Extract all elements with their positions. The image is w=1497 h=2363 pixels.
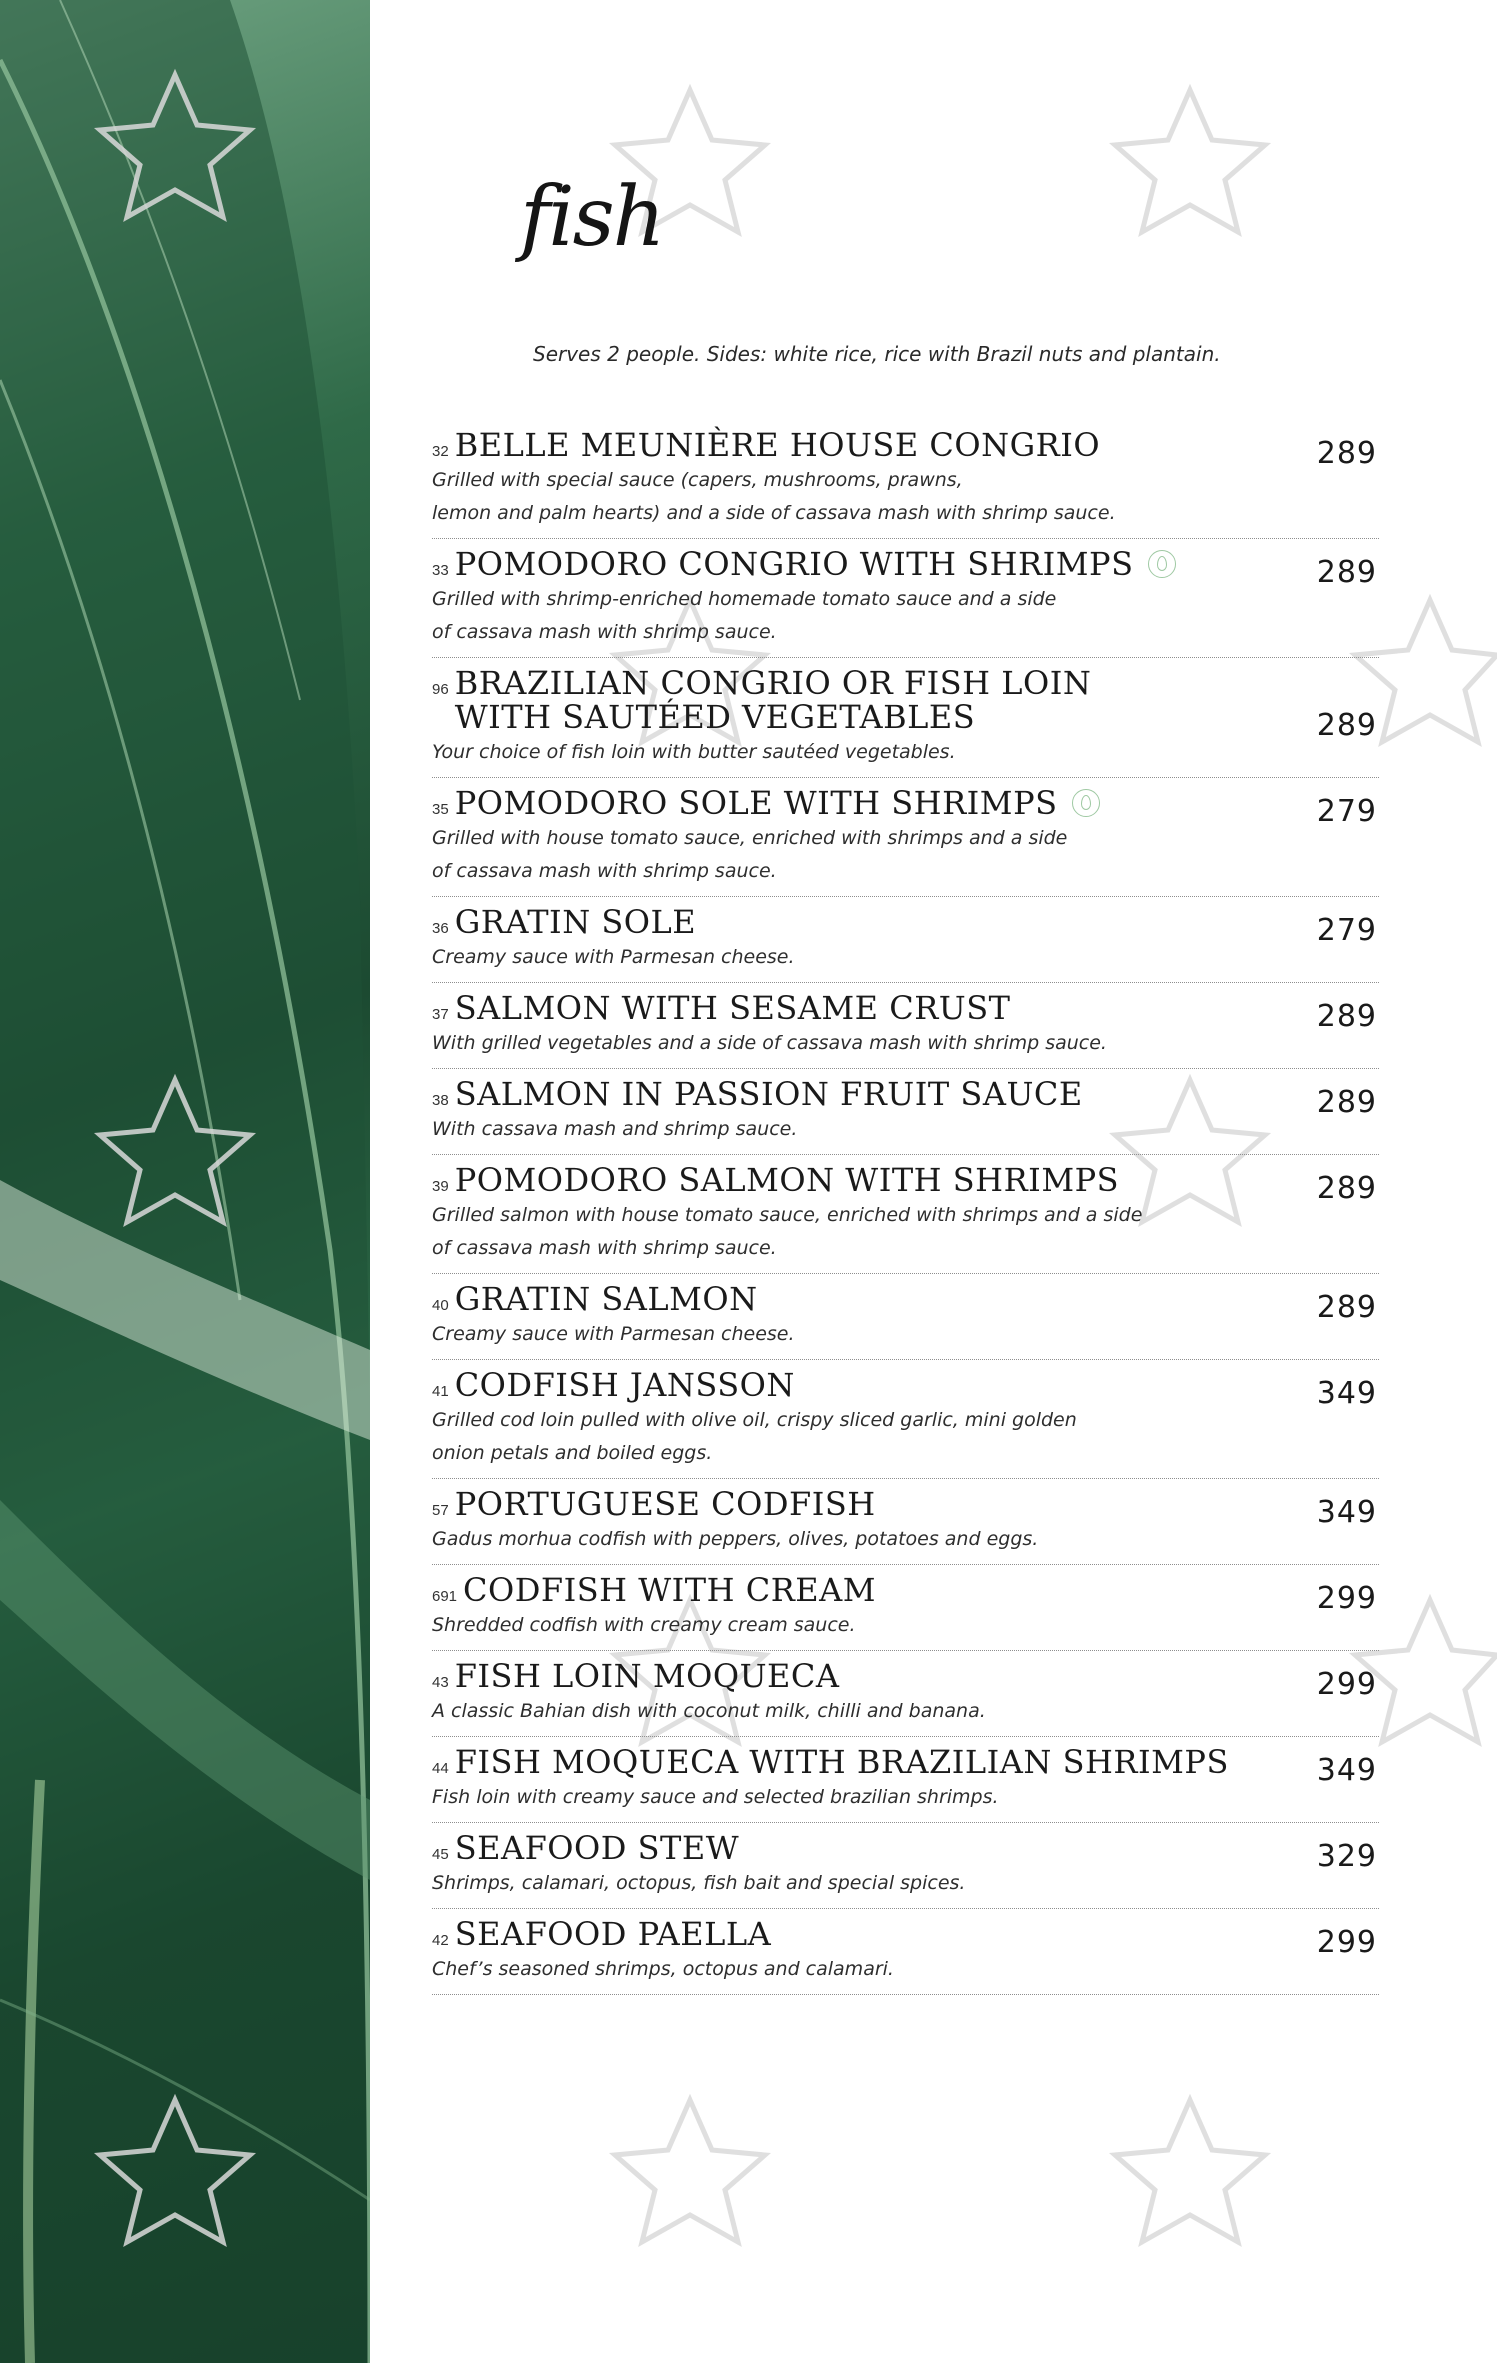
item-name: GRATIN SALMON: [454, 1280, 758, 1318]
item-price: 349: [1316, 1376, 1377, 1411]
item-name: FISH LOIN MOQUECA: [454, 1657, 840, 1695]
menu-item: [432, 1479, 1379, 1565]
menu-list: [432, 420, 1379, 1995]
item-price: 349: [1316, 1753, 1377, 1788]
menu-title: fish: [520, 170, 664, 265]
item-number: 43: [432, 1674, 449, 1691]
menu-item: [432, 778, 1379, 897]
item-number: 42: [432, 1932, 449, 1949]
item-name: CODFISH JANSSON: [454, 1366, 795, 1404]
item-description: Creamy sauce with Parmesan cheese.: [432, 946, 795, 968]
item-name: SALMON WITH SESAME CRUST: [454, 989, 1011, 1027]
menu-item: [432, 1155, 1379, 1274]
item-name: BELLE MEUNIÈRE HOUSE CONGRIO: [454, 426, 1101, 464]
menu-item: [432, 897, 1379, 983]
item-number: 44: [432, 1760, 449, 1777]
item-description: With cassava mash and shrimp sauce.: [432, 1118, 798, 1140]
item-description: Gadus morhua codfish with peppers, olives, potatoes and eggs.: [432, 1528, 1039, 1550]
menu-item: [432, 1651, 1379, 1737]
menu-item: [432, 420, 1379, 539]
item-description: Chef’s seasoned shrimps, octopus and calamari.: [432, 1958, 894, 1980]
menu-item: [432, 1909, 1379, 1995]
item-price: 289: [1316, 555, 1377, 590]
item-number: 38: [432, 1092, 449, 1109]
item-description: Fish loin with creamy sauce and selected brazilian shrimps.: [432, 1786, 999, 1808]
item-name: POMODORO SALMON WITH SHRIMPS: [454, 1161, 1120, 1199]
item-name: POMODORO CONGRIO WITH SHRIMPS: [454, 545, 1134, 583]
item-price: 289: [1316, 999, 1377, 1034]
item-price: 279: [1316, 794, 1377, 829]
item-number: 40: [432, 1297, 449, 1314]
item-number: 37: [432, 1006, 449, 1023]
item-number: 39: [432, 1178, 449, 1195]
item-name: CODFISH WITH CREAM: [463, 1571, 877, 1609]
item-price: 289: [1316, 436, 1377, 471]
menu-item: [432, 1069, 1379, 1155]
item-number: 57: [432, 1502, 449, 1519]
item-number: 35: [432, 801, 449, 818]
leaf-icon: [1148, 550, 1176, 578]
item-description: Creamy sauce with Parmesan cheese.: [432, 1323, 795, 1345]
menu-item: [432, 983, 1379, 1069]
item-description: Shrimps, calamari, octopus, fish bait and special spices.: [432, 1872, 966, 1894]
item-price: 289: [1316, 708, 1377, 743]
item-price: 299: [1316, 1667, 1377, 1702]
item-name: SEAFOOD STEW: [454, 1829, 740, 1867]
menu-item: [432, 1565, 1379, 1651]
item-number: 33: [432, 562, 449, 579]
item-name: POMODORO SOLE WITH SHRIMPS: [454, 784, 1058, 822]
menu-item: [432, 1360, 1379, 1479]
item-name: GRATIN SOLE: [454, 903, 697, 941]
leaf-photo-panel: [0, 0, 370, 2363]
item-price: 289: [1316, 1290, 1377, 1325]
menu-item: [432, 1274, 1379, 1360]
item-number: 41: [432, 1383, 449, 1400]
item-number: 45: [432, 1846, 449, 1863]
item-number: 36: [432, 920, 449, 937]
item-description: Your choice of fish loin with butter sautéed vegetables.: [432, 741, 956, 763]
item-price: 329: [1316, 1839, 1377, 1874]
menu-item: [432, 539, 1379, 658]
leaf-illustration: [0, 0, 370, 2363]
item-description: Shredded codfish with creamy cream sauce.: [432, 1614, 856, 1636]
item-number: 96: [432, 681, 449, 698]
item-number: 32: [432, 443, 449, 460]
item-price: 349: [1316, 1495, 1377, 1530]
item-price: 279: [1316, 913, 1377, 948]
item-name: PORTUGUESE CODFISH: [454, 1485, 876, 1523]
item-description: With grilled vegetables and a side of cassava mash with shrimp sauce.: [432, 1032, 1107, 1054]
item-price: 289: [1316, 1171, 1377, 1206]
menu-subtitle: Serves 2 people. Sides: white rice, rice with Brazil nuts and plantain.: [533, 342, 1221, 366]
menu-item: [432, 1737, 1379, 1823]
item-price: 299: [1316, 1581, 1377, 1616]
item-price: 299: [1316, 1925, 1377, 1960]
item-description: Grilled with house tomato sauce, enriched with shrimps and a side of cassava mash with shrimp sauce.: [432, 827, 1068, 882]
item-description: Grilled with special sauce (capers, mushrooms, prawns, lemon and palm hearts) and a side of cassava mash with shrimp sauce.: [432, 469, 1116, 524]
item-description: Grilled salmon with house tomato sauce, enriched with shrimps and a side of cassava mash with shrimp sauce.: [432, 1204, 1143, 1259]
leaf-icon: [1072, 789, 1100, 817]
item-description: Grilled cod loin pulled with olive oil, crispy sliced garlic, mini golden onion petals and boiled eggs.: [432, 1409, 1077, 1464]
item-number: 691: [432, 1588, 458, 1605]
item-name: SEAFOOD PAELLA: [454, 1915, 772, 1953]
item-description: Grilled with shrimp-enriched homemade tomato sauce and a side of cassava mash with shrimp sauce.: [432, 588, 1057, 643]
menu-item: [432, 1823, 1379, 1909]
item-description: A classic Bahian dish with coconut milk, chilli and banana.: [432, 1700, 986, 1722]
item-name: BRAZILIAN CONGRIO OR FISH LOIN WITH SAUTÉED VEGETABLES: [454, 664, 1092, 736]
item-price: 289: [1316, 1085, 1377, 1120]
item-name: SALMON IN PASSION FRUIT SAUCE: [454, 1075, 1083, 1113]
menu-item: [432, 658, 1379, 778]
item-name: FISH MOQUECA WITH BRAZILIAN SHRIMPS: [454, 1743, 1229, 1781]
